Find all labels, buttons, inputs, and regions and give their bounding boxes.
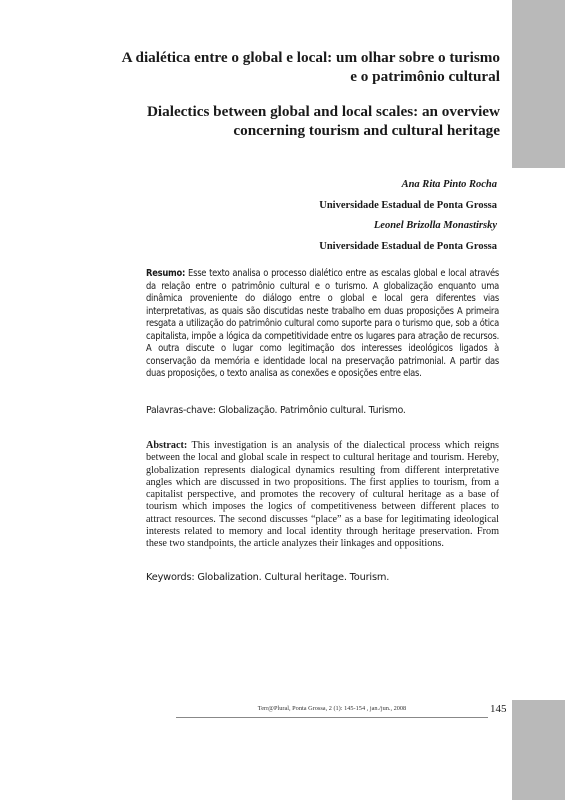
- author-institution: Universidade Estadual de Ponta Grossa: [319, 199, 497, 211]
- resumo-paragraph: [146, 268, 499, 381]
- resumo-label: Resumo:: [146, 268, 186, 279]
- title-pt-line-1: A dialética entre o global e local: um olhar sobre o turismo: [121, 49, 500, 66]
- author-name: Ana Rita Pinto Rocha: [401, 179, 497, 190]
- title-portuguese: [60, 48, 500, 86]
- author-list: [319, 175, 497, 257]
- side-tab-top: [512, 0, 565, 168]
- title-english: [60, 102, 500, 140]
- palavras-chave: Palavras-chave: Globalização. Patrimônio cultural. Turismo.: [146, 405, 406, 416]
- resumo-text: Esse texto analisa o processo dialético entre as escalas global e local através da relação entre o patrimônio cultural e o turismo. A globalização enquanto uma dinâmica proveniente do diálogo entre o global e local gera diferentes vias interpretativas, as quais são discutidas neste trabalho em duas proposições A primeira resgata a utilização do patrimônio cultural como suporte para o turismo que, sob a ótica capitalista, impõe a lógica da competitividade entre os lugares para atração de recursos. A outra discute o lugar como legitimação dos interesses ideológicos ligados à conservação da memória e identidade local na preservação patrimonial. A partir das duas proposições, o texto analisa as conexões e oposições entre elas.: [146, 268, 499, 379]
- abstract-paragraph: [146, 440, 499, 551]
- side-tab-bottom: [512, 700, 565, 800]
- footer-citation: Terr@Plural, Ponta Grossa, 2 (1): 145-154 , jan./jun., 2008: [257, 705, 407, 712]
- title-en-line-2: concerning tourism and cultural heritage: [233, 122, 500, 139]
- page-number: 145: [490, 703, 507, 715]
- footer-rule: [176, 717, 488, 718]
- author-institution: Universidade Estadual de Ponta Grossa: [319, 240, 497, 252]
- abstract-text: This investigation is an analysis of the dialectical process which reigns between the local and global scale in respect to cultural heritage and tourism. Hereby, globalization represents dialogical dynamics resulting from different interpretative angles which are discussed in two propositions. The first applies to tourism, from a capitalist perspective, and promotes the recovery of cultural heritage as a base of tourism which imposes the logics of competitiveness between different places to attract resources. The second discusses “place” as a base for legitimating ideological interests related to memory and local identity through heritage preservation. From these two standpoints, the article analyzes their linkages and oppositions.: [146, 440, 499, 550]
- abstract-label: Abstract:: [146, 440, 188, 451]
- author-name: Leonel Brizolla Monastirsky: [373, 220, 497, 231]
- title-pt-line-2: e o patrimônio cultural: [350, 68, 500, 85]
- title-en-line-1: Dialectics between global and local scales: an overview: [146, 103, 500, 120]
- keywords: Keywords: Globalization. Cultural heritage. Tourism.: [146, 572, 390, 583]
- title-block: [60, 48, 500, 140]
